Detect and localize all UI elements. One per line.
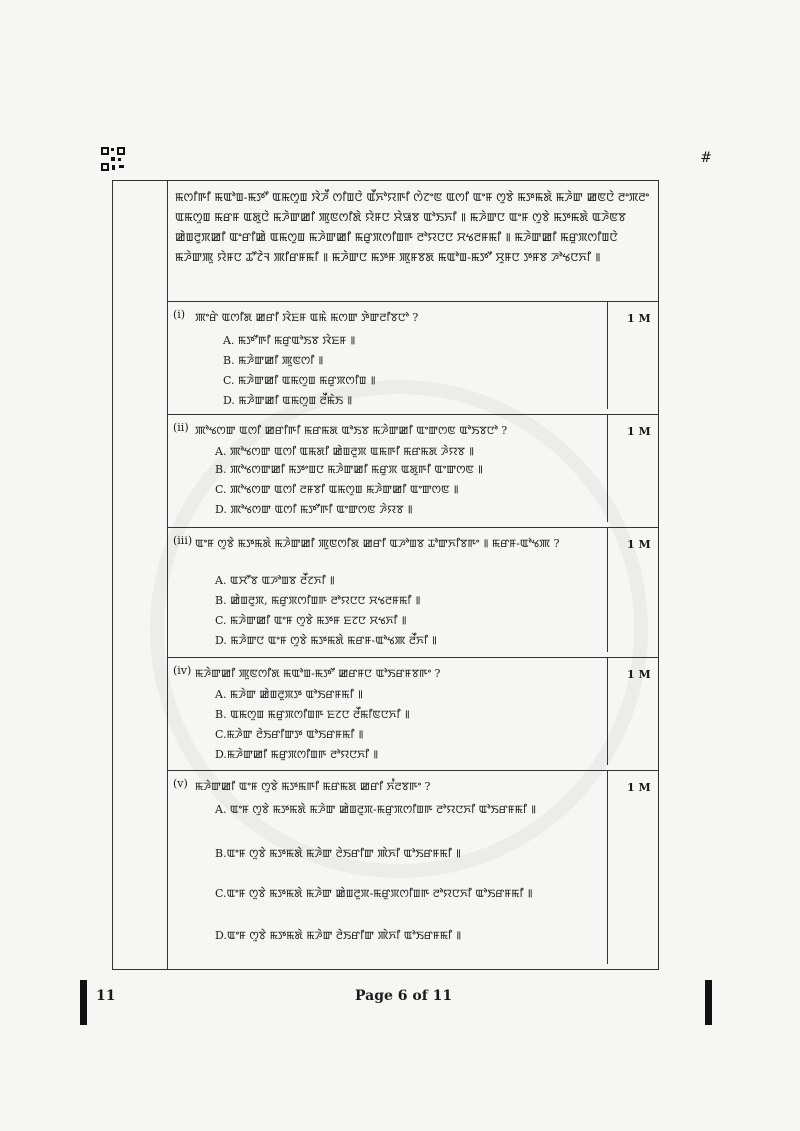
option: D. ꯃꯍꯥꯛꯀꯤ ꯑꯃꯁꯨꯡ ꯂꯩꯃꯥꯏ ꯫ <box>223 394 353 407</box>
reading-passage: ꯃꯁꯤꯒꯤ ꯃꯑꯣꯡ-ꯃꯇꯧ ꯑꯃꯁꯨꯡ ꯋꯥꯍꯩ ꯁꯤꯡꯅꯥ ꯑꯩꯈꯣꯌꯒꯤ ꯁꯥꯖꯦꯟ ꯑꯁꯤ ꯑꯦꯝ ꯁꯨꯕꯥ ꯃꯇꯃꯗꯥ ꯃꯍꯥꯛ ꯀꯟꯅꯥ ꯂꯦꯞꯂꯦ ꯑꯃꯁꯨꯡ ꯃꯔꯝ ꯑꯗꯨꯅꯥ ꯃꯍꯥꯛꯀꯤ ꯄꯨꯟꯁꯤꯗꯥ ꯌꯥꯝꯅ ꯆꯥꯎꯕ ꯑꯣꯏꯈꯤ ꯫ ꯃꯍꯥꯛꯅ ꯑꯦꯝ ꯁꯨꯕꯥ ꯃꯇꯃꯗꯥ ꯑꯍꯥꯟꯕ ꯀꯥꯡꯂꯨꯞꯀꯤ ꯑꯦꯔꯤꯀꯥ ꯑꯃꯁꯨꯡ ꯃꯍꯥꯛꯀꯤ ꯃꯔꯨꯞꯁꯤꯡꯒ ꯂꯣꯌꯅꯅ ꯆꯠꯂꯝꯃꯤ ꯫ ꯃꯍꯥꯛꯀꯤ ꯃꯔꯨꯞꯁꯤꯡꯅꯥ ꯃꯍꯥꯛꯄꯨ ꯌꯥꯝꯅ ꯊꯧꯖꯥꯜ ꯄꯤꯔꯝꯃꯤ ꯫ ꯃꯍꯥꯛꯅ ꯃꯇꯝ ꯄꯨꯝꯕꯗ ꯃꯑꯣꯡ-ꯃꯇꯧ ꯆꯨꯝꯅ ꯇꯝꯕ ꯍꯣꯠꯅꯈꯤ ꯫ <box>175 190 650 264</box>
marks-label: 1 M <box>627 538 651 551</box>
marks-label: 1 M <box>627 668 651 681</box>
footer-bar-right <box>705 980 712 1025</box>
question-number: (ii) <box>173 421 189 434</box>
option: C. ꯄꯣꯠꯁꯛ ꯑꯁꯤ ꯂꯝꯕꯤ ꯑꯃꯁꯨꯡ ꯃꯍꯥꯛꯀꯤ ꯑꯦꯛꯁꯟ ꯫ <box>215 483 459 496</box>
qr-code-icon <box>100 146 126 172</box>
option: A. ꯑꯦꯝ ꯁꯨꯕꯥ ꯃꯇꯃꯗꯥ ꯃꯍꯥꯛ ꯀꯥꯡꯂꯨꯞ-ꯃꯔꯨꯞꯁꯤꯡꯒ ꯂꯣꯌꯅꯈꯤ ꯑꯣꯏꯔꯝꯃꯤ ꯫ <box>215 803 537 816</box>
option: D.ꯑꯦꯝ ꯁꯨꯕꯥ ꯃꯇꯃꯗꯥ ꯃꯍꯥꯛ ꯂꯥꯏꯔꯤꯛ ꯄꯥꯈꯤ ꯑꯣꯏꯔꯝꯃꯤ ꯫ <box>215 929 462 942</box>
option: D. ꯃꯍꯥꯛꯅ ꯑꯦꯝ ꯁꯨꯕꯥ ꯃꯇꯃꯗꯥ ꯃꯔꯝ-ꯑꯣꯠꯄ ꯂꯩꯈꯤ ꯫ <box>215 634 437 647</box>
option: B. ꯄꯣꯠꯁꯛꯀꯤ ꯃꯇꯦꯡꯅ ꯃꯍꯥꯛꯀꯤ ꯃꯔꯨꯞ ꯑꯗꯨꯒꯤ ꯑꯦꯛꯁꯟ ꯫ <box>215 463 483 476</box>
option: C.ꯃꯍꯥꯛ ꯂꯥꯏꯔꯤꯛꯇ ꯑꯣꯏꯔꯝꯃꯤ ꯫ <box>215 728 364 741</box>
marks-label: 1 M <box>627 312 651 325</box>
footer-bar-left <box>80 980 87 1025</box>
question-table <box>112 180 659 970</box>
option: B. ꯃꯍꯥꯛꯀꯤ ꯄꯨꯟꯁꯤ ꯫ <box>223 354 324 367</box>
option: B.ꯑꯦꯝ ꯁꯨꯕꯥ ꯃꯇꯃꯗꯥ ꯃꯍꯥꯛ ꯂꯥꯏꯔꯤꯛ ꯄꯥꯈꯤ ꯑꯣꯏꯔꯝꯃꯤ ꯫ <box>215 847 461 860</box>
question-stem: ꯃꯍꯥꯛꯀꯤ ꯄꯨꯟꯁꯤꯗ ꯃꯑꯣꯡ-ꯃꯇꯧ ꯀꯔꯝꯅ ꯑꯣꯏꯔꯝꯕꯒꯦ ? <box>195 667 441 680</box>
option: A. ꯄꯣꯠꯁꯛ ꯑꯁꯤ ꯑꯃꯗꯤ ꯀꯥꯡꯂꯨꯞ ꯑꯃꯒꯤ ꯃꯔꯃꯗ ꯍꯥꯌꯕ ꯫ <box>215 445 475 458</box>
question-row <box>167 657 658 771</box>
option: C. ꯃꯍꯥꯛꯀꯤ ꯑꯃꯁꯨꯡ ꯃꯔꯨꯞꯁꯤꯡ ꯫ <box>223 374 376 387</box>
header-symbol: # <box>700 150 712 166</box>
marks-label: 1 M <box>627 781 651 794</box>
option: B. ꯑꯃꯁꯨꯡ ꯃꯔꯨꯞꯁꯤꯡꯒ ꯐꯖꯅ ꯂꯩꯃꯤꯟꯅꯈꯤ ꯫ <box>215 708 410 721</box>
question-stem: ꯃꯍꯥꯛꯀꯤ ꯑꯦꯝ ꯁꯨꯕꯥ ꯃꯇꯃꯒꯤ ꯃꯔꯃꯗ ꯀꯔꯤ ꯈꯪꯂꯕꯒꯦ ? <box>195 780 431 793</box>
question-number: (iv) <box>173 664 192 677</box>
footer-number: 11 <box>96 988 116 1004</box>
page-label: Page 6 of 11 <box>355 988 453 1004</box>
question-row <box>167 301 658 415</box>
option: C. ꯃꯍꯥꯛꯀꯤ ꯑꯦꯝ ꯁꯨꯕꯥ ꯃꯇꯝ ꯐꯖꯅ ꯆꯠꯈꯤ ꯫ <box>215 614 407 627</box>
question-stem: ꯑꯦꯝ ꯁꯨꯕꯥ ꯃꯇꯃꯗꯥ ꯃꯍꯥꯛꯀꯤ ꯄꯨꯟꯁꯤꯗ ꯀꯔꯤ ꯑꯍꯣꯡꯕ ꯊꯣꯛꯈꯤꯕꯒꯦ ꯫ ꯃꯔꯝ-ꯑꯣꯠꯄ ? <box>195 537 560 550</box>
option: D. ꯄꯣꯠꯁꯛ ꯑꯁꯤ ꯃꯇꯧꯒꯤ ꯑꯦꯛꯁꯟ ꯍꯥꯌꯕ ꯫ <box>215 503 413 516</box>
question-stem: ꯄꯣꯠꯁꯛ ꯑꯁꯤ ꯀꯔꯤꯒꯤ ꯃꯔꯃꯗ ꯑꯣꯏꯕ ꯃꯍꯥꯛꯀꯤ ꯑꯦꯛꯁꯟ ꯑꯣꯏꯕꯅꯣ ? <box>195 424 508 437</box>
option: B. ꯀꯥꯡꯂꯨꯞ, ꯃꯔꯨꯞꯁꯤꯡꯒ ꯂꯣꯌꯅꯅ ꯆꯠꯂꯝꯃꯤ ꯫ <box>215 594 421 607</box>
marks-label: 1 M <box>627 425 651 438</box>
question-number: (iii) <box>173 534 193 547</box>
option: C.ꯑꯦꯝ ꯁꯨꯕꯥ ꯃꯇꯃꯗꯥ ꯃꯍꯥꯛ ꯀꯥꯡꯂꯨꯞ-ꯃꯔꯨꯞꯁꯤꯡꯒ ꯂꯣꯌꯅꯈꯤ ꯑꯣꯏꯔꯝꯃꯤ ꯫ <box>215 887 533 900</box>
question-row <box>167 414 658 528</box>
option: A. ꯃꯇꯧꯒꯤ ꯃꯔꯨꯑꯣꯏꯕ ꯋꯥꯐꯝ ꯫ <box>223 334 356 347</box>
question-number: (i) <box>173 308 186 321</box>
option: A. ꯃꯍꯥꯛ ꯀꯥꯡꯂꯨꯞꯇ ꯑꯣꯏꯔꯝꯃꯤ ꯫ <box>215 688 363 701</box>
question-row <box>167 527 658 658</box>
question-row <box>167 770 658 970</box>
question-stem: ꯄꯦꯔꯥ ꯑꯁꯤꯗ ꯀꯔꯤ ꯋꯥꯐꯝ ꯑꯃꯥ ꯃꯁꯛ ꯇꯥꯛꯂꯤꯕꯅꯣ ? <box>195 311 419 324</box>
question-number: (v) <box>173 777 188 790</box>
option: A. ꯑꯆꯧꯕ ꯑꯍꯣꯡꯕ ꯂꯩꯖꯈꯤ ꯫ <box>215 574 335 587</box>
option: D.ꯃꯍꯥꯛꯀꯤ ꯃꯔꯨꯞꯁꯤꯡꯒ ꯂꯣꯌꯅꯈꯤ ꯫ <box>215 748 379 761</box>
